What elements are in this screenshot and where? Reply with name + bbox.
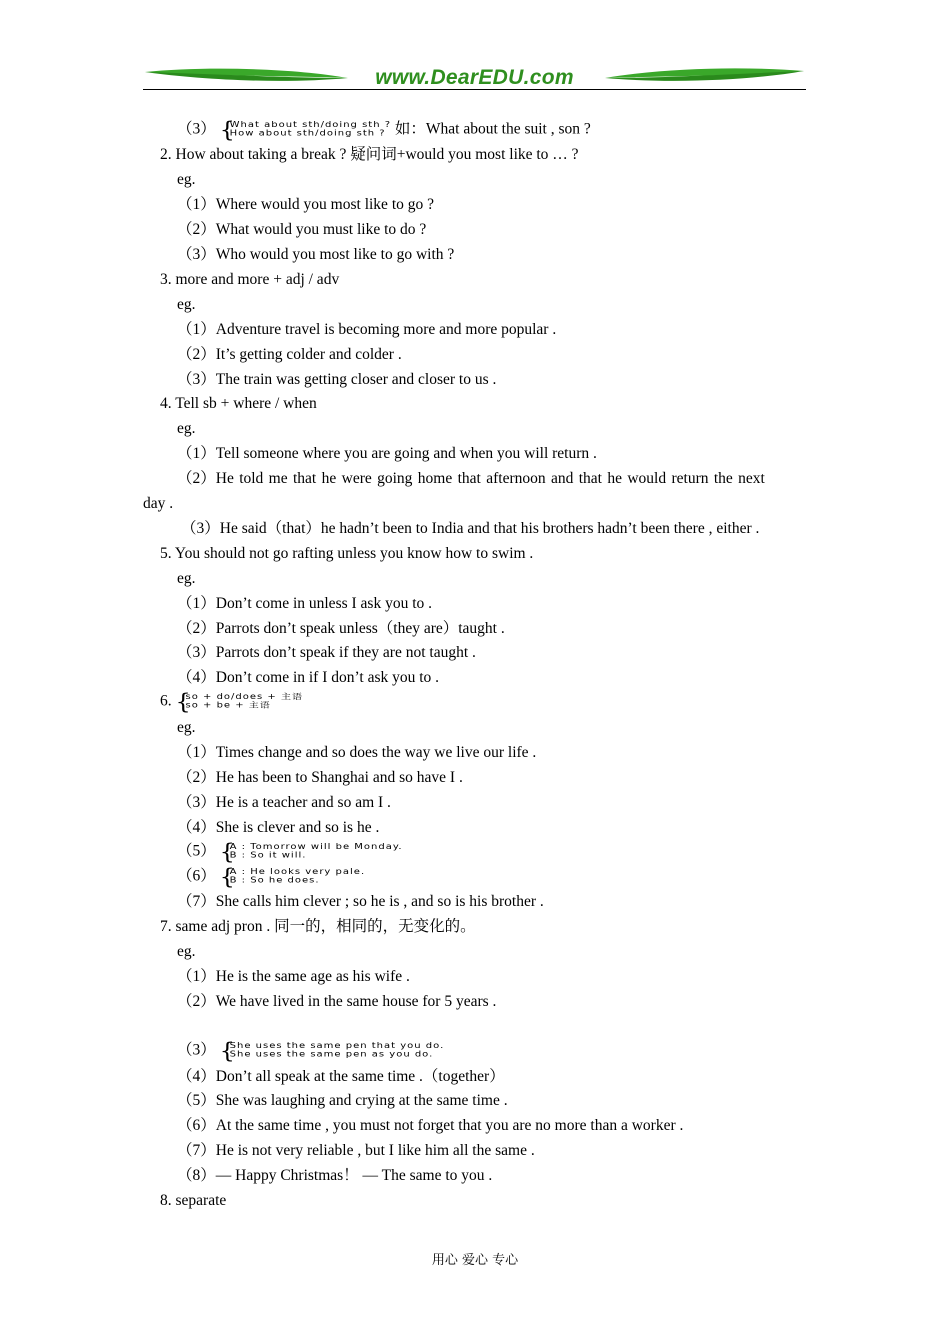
- section8-heading: 8. separate: [160, 1192, 227, 1209]
- eg-label: eg.: [177, 943, 196, 960]
- section2-heading: 2. How about taking a break ? 疑问词+would you most like to … ?: [160, 146, 579, 163]
- list-item: （3）He is a teacher and so am I .: [177, 794, 391, 811]
- brace-stack: [230, 122, 391, 139]
- brace-group: [220, 119, 391, 141]
- item-label: （5）: [177, 842, 216, 860]
- section4-heading: 4. Tell sb + where / when: [160, 395, 317, 412]
- list-item: （4）Don’t all speak at the same time .（together）: [177, 1068, 505, 1085]
- item-label: （6）: [177, 867, 216, 885]
- brace-stack: [186, 694, 303, 711]
- brace-stack: [230, 869, 365, 886]
- brace-line: She uses the same pen that you do.: [229, 1042, 445, 1051]
- brace-group: [220, 866, 365, 888]
- left-brace-icon: {: [175, 689, 191, 715]
- left-brace-icon: {: [219, 1038, 235, 1064]
- brace-line: B : So it will.: [229, 851, 307, 860]
- page-footer: 用心 爱心 专心: [431, 1253, 519, 1268]
- section7-heading: 7. same adj pron . 同一的，相同的，无变化的。: [160, 918, 476, 935]
- brace-line: She uses the same pen as you do.: [229, 1050, 434, 1059]
- section5-heading: 5. You should not go rafting unless you know how to swim .: [160, 545, 534, 562]
- list-item: （2）He has been to Shanghai and so have I .: [177, 769, 463, 786]
- brace-stack: [230, 1043, 445, 1060]
- list-item: （3）The train was getting closer and closer to us .: [177, 371, 497, 388]
- brace-line: A : Tomorrow will be Monday.: [229, 843, 403, 852]
- brace-line: so + do/does + 主语: [185, 693, 303, 702]
- list-item: （7）She calls him clever ; so he is , and so is his brother .: [177, 893, 544, 910]
- eg-label: eg.: [177, 420, 196, 437]
- eg-label: eg.: [177, 296, 196, 313]
- brace-group: [220, 1040, 445, 1062]
- brace-group: [220, 841, 403, 863]
- header-rule: [143, 89, 806, 90]
- list-item: （8）— Happy Christmas！ — The same to you .: [177, 1167, 493, 1184]
- list-item: （1）Adventure travel is becoming more and more popular .: [177, 321, 557, 338]
- list-item: [177, 1040, 444, 1062]
- list-item: （3）Parrots don’t speak if they are not taught .: [177, 644, 476, 661]
- list-item: （4）She is clever and so is he .: [177, 819, 380, 836]
- list-item: （2）He told me that he were going home that afternoon and that he would return the next: [177, 470, 765, 487]
- list-item: （3）Who would you most like to go with ?: [177, 246, 455, 263]
- left-brace-icon: {: [219, 864, 235, 890]
- eg-label: eg.: [177, 719, 196, 736]
- list-item: （1）He is the same age as his wife .: [177, 968, 410, 985]
- list-item: [177, 841, 403, 863]
- list-item: （4）Don’t come in if I don’t ask you to .: [177, 669, 440, 686]
- item-text: 如：What about the suit , son ?: [394, 120, 591, 138]
- brace-line: so + be + 主语: [185, 701, 271, 710]
- list-item: （2）Parrots don’t speak unless（they are）taught .: [177, 620, 505, 637]
- eg-label: eg.: [177, 570, 196, 587]
- brace-line: How about sth/doing sth ?: [229, 129, 386, 138]
- section6-heading: [160, 691, 303, 713]
- list-item: （1）Where would you most like to go ?: [177, 196, 434, 213]
- section3-heading: 3. more and more + adj / adv: [160, 271, 340, 288]
- list-item: （1）Tell someone where you are going and when you will return .: [177, 445, 597, 462]
- list-item: （2）It’s getting colder and colder .: [177, 346, 402, 363]
- list-item: （6）At the same time , you must not forget that you are no more than a worker .: [177, 1117, 684, 1134]
- brace-group: [176, 691, 303, 713]
- list-item: （2）What would you must like to do ?: [177, 221, 427, 238]
- page-header: [143, 64, 806, 92]
- left-brace-icon: {: [219, 117, 235, 143]
- list-item: （5）She was laughing and crying at the same time .: [177, 1092, 508, 1109]
- list-item: （1）Don’t come in unless I ask you to .: [177, 595, 433, 612]
- list-item: （1）Times change and so does the way we live our life .: [177, 744, 537, 761]
- list-item: （7）He is not very reliable , but I like him all the same .: [177, 1142, 535, 1159]
- left-brace-icon: {: [219, 839, 235, 865]
- section1-item3: [177, 119, 591, 141]
- list-item: [177, 866, 365, 888]
- section-number: 6.: [160, 692, 172, 710]
- item-label: （3）: [177, 1041, 216, 1059]
- brace-stack: [230, 844, 403, 861]
- brace-line: What about sth/doing sth ?: [229, 121, 392, 130]
- brace-line: B : So he does.: [229, 876, 320, 885]
- list-item-continuation: day .: [143, 495, 174, 512]
- brace-line: A : He looks very pale.: [229, 868, 366, 877]
- item-label: （3）: [177, 120, 216, 138]
- list-item: （2）We have lived in the same house for 5 years .: [177, 993, 497, 1010]
- eg-label: eg.: [177, 171, 196, 188]
- site-title: www.DearEDU.com: [375, 66, 574, 89]
- list-item: （3）He said（that）he hadn’t been to India and that his brothers hadn’t been there , either .: [181, 520, 760, 537]
